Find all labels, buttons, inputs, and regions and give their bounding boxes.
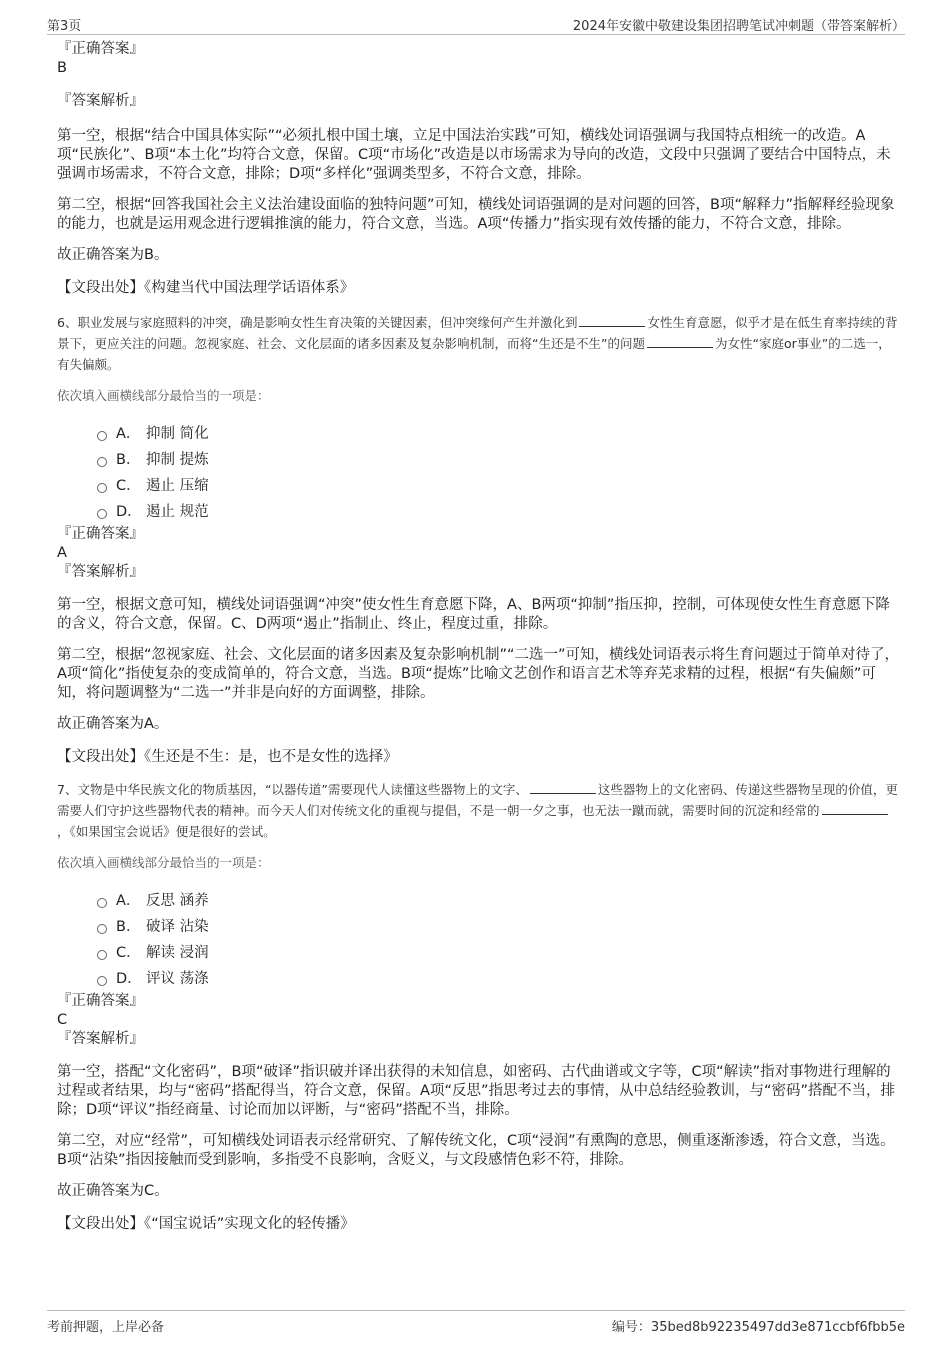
analysis-label: 『答案解析』 xyxy=(57,564,144,580)
radio-icon[interactable] xyxy=(97,924,107,934)
footer-slogan: 考前押题，上岸必备 xyxy=(47,1320,165,1335)
radio-icon[interactable] xyxy=(97,483,107,493)
analysis-paragraph: 第一空，搭配“文化密码”，B项“破译”指识破并译出获得的未知信息，如密码、古代曲谱或文字等，C项“解读”指对事物进行理解的过程或者结果，均与“密码”搭配得当，符合文意，保留。A项“反思”指思考过去的事情，从中总结经验教训，与“密码”搭配不当，排除；D项“评议”指经商量、讨论而加以评断，与“密码”搭配不当，排除。 xyxy=(57,1064,895,1118)
option-b[interactable]: B． 抑制 提炼 xyxy=(97,447,900,473)
page-header xyxy=(47,12,905,35)
correct-answer-label: 『正确答案』 xyxy=(57,526,144,542)
option-c[interactable]: C． 解读 浸润 xyxy=(97,940,900,966)
document-body xyxy=(57,40,900,1234)
option-d[interactable]: D． 评议 荡涤 xyxy=(97,966,900,992)
correct-answer-label: 『正确答案』 xyxy=(57,993,144,1009)
radio-icon[interactable] xyxy=(97,509,107,519)
radio-icon[interactable] xyxy=(97,976,107,986)
answer-blank xyxy=(530,781,596,794)
correct-answer-label: 『正确答案』 xyxy=(57,41,144,57)
source-citation: 【文段出处】《生还是不生：是，也不是女性的选择》 xyxy=(57,749,398,765)
option-d[interactable]: D． 遏止 规范 xyxy=(97,499,900,525)
analysis-paragraph: 第一空，根据文意可知，横线处词语强调“冲突”使女性生育意愿下降，A、B两项“抑制”指压抑，控制，可体现使女性生育意愿下降的含义，符合文意，保留。C、D两项“遏止”指制止、终止，程度过重，排除。 xyxy=(57,597,890,632)
radio-icon[interactable] xyxy=(97,457,107,467)
document-title: 2024年安徽中敬建设集团招聘笔试冲刺题（带答案解析） xyxy=(572,19,905,34)
radio-icon[interactable] xyxy=(97,431,107,441)
source-citation: 【文段出处】《构建当代中国法理学话语体系》 xyxy=(57,280,355,296)
radio-icon[interactable] xyxy=(97,898,107,908)
answer-blank xyxy=(822,802,888,815)
option-c[interactable]: C． 遏止 压缩 xyxy=(97,473,900,499)
analysis-label: 『答案解析』 xyxy=(57,1031,144,1047)
option-a[interactable]: A． 抑制 简化 xyxy=(97,421,900,447)
final-answer-text: 故正确答案为C。 xyxy=(57,1183,169,1199)
correct-answer-q5: B xyxy=(57,60,67,76)
question-prompt: 依次填入画横线部分最恰当的一项是： xyxy=(57,388,270,403)
analysis-paragraph: 第一空，根据“结合中国具体实际”“必须扎根中国土壤，立足中国法治实践”可知，横线处词语强调与我国特点相统一的改造。A项“民族化”、B项“本土化”均符合文意，保留。C项“市场化”改造是以市场需求为导向的改造，文段中只强调了要结合中国特点，未强调市场需求，不符合文意，排除；D项“多样化”强调类型多，不符合文意，排除。 xyxy=(57,128,891,182)
answer-blank xyxy=(579,314,645,327)
answer-blank xyxy=(647,335,713,348)
analysis-paragraph: 第二空，根据“回答我国社会主义法治建设面临的独特问题”可知，横线处词语强调的是对问题的回答，B项“解释力”指解释经验现象的能力，也就是运用观念进行逻辑推演的能力，符合文意，当选。A项“传播力”指实现有效传播的能力，不符合文意，排除。 xyxy=(57,197,895,232)
options-list xyxy=(97,888,900,992)
page-number: 第3页 xyxy=(47,19,82,34)
radio-icon[interactable] xyxy=(97,950,107,960)
correct-answer-q7: C xyxy=(57,1012,68,1028)
question-prompt: 依次填入画横线部分最恰当的一项是： xyxy=(57,855,270,870)
analysis-paragraph: 第二空，对应“经常”，可知横线处词语表示经常研究、了解传统文化，C项“浸润”有熏陶的意思，侧重逐渐渗透，符合文意，当选。B项“沾染”指因接触而受到影响，多指受不良影响，含贬义，与文段感情色彩不符，排除。 xyxy=(57,1133,895,1168)
final-answer-text: 故正确答案为A。 xyxy=(57,716,169,732)
page-footer xyxy=(47,1310,905,1335)
question-6-stem: 6、职业发展与家庭照料的冲突，确是影响女性生育决策的关键因素，但冲突缘何产生并激化到 女性生育意愿，似乎才是在低生育率持续的背景下，更应关注的问题。忽视家庭、社会、文化层面的诸多因素及复杂影响机制，而将“生还是不生”的问题 为女性“家庭or事业”的二选一，有失偏颇。 xyxy=(57,315,898,372)
analysis-label: 『答案解析』 xyxy=(57,93,144,109)
document-serial: 编号：35bed8b92235497dd3e871ccbf6fbb5e xyxy=(611,1320,905,1335)
question-7-stem: 7、文物是中华民族文化的物质基因，“以器传道”需要现代人读懂这些器物上的文字、 这些器物上的文化密码、传递这些器物呈现的价值，更需要人们守护这些器物代表的精神。而今天人们对传统文化的重视与提倡，不是一朝一夕之事，也无法一蹴而就，需要时间的沉淀和经常的，《如果国宝会说话》便是很好的尝试。 xyxy=(57,782,898,839)
analysis-paragraph: 第二空，根据“忽视家庭、社会、文化层面的诸多因素及复杂影响机制”“二选一”可知，横线处词语表示将生育问题过于简单对待了，A项“简化”指使复杂的变成简单的，符合文意，当选。B项“提炼”比喻文艺创作和语言艺术等弃芜求精的过程，根据“有失偏颇”可知，将问题调整为“二选一”并非是向好的方面调整，排除。 xyxy=(57,647,900,701)
correct-answer-q6: A xyxy=(57,545,67,561)
option-b[interactable]: B． 破译 沾染 xyxy=(97,914,900,940)
options-list xyxy=(97,421,900,525)
source-citation: 【文段出处】《“国宝说话”实现文化的轻传播》 xyxy=(57,1216,355,1232)
option-a[interactable]: A． 反思 涵养 xyxy=(97,888,900,914)
final-answer-text: 故正确答案为B。 xyxy=(57,247,169,263)
